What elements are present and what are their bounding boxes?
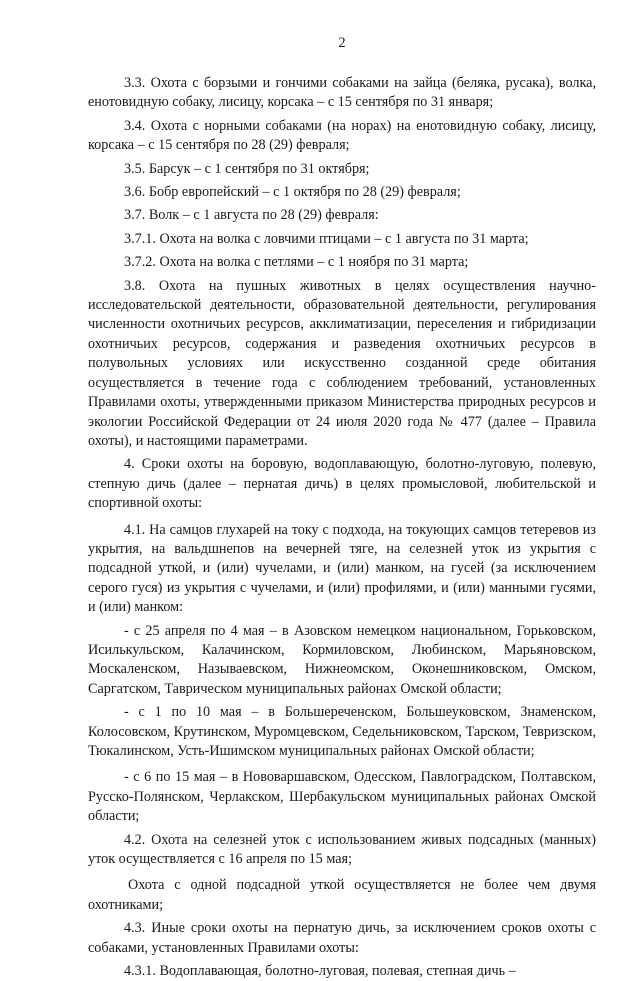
paragraph-4-3-1: 4.3.1. Водоплавающая, болотно-луговая, полевая, степная дичь – <box>124 963 516 980</box>
page-number: 2 <box>338 35 346 51</box>
paragraph-4-1-list-1: - с 25 апреля по 4 мая – в Азовском немецком национальном, Горьковском, Исилькульском, Калачинском, Кормиловском, Любинском, Марьяновском, Москаленском, Называевском, Нижнеомском, Оконешниковском, Омском, Саргатском, Таврическом муниципальных районах Омской области; <box>88 622 596 697</box>
paragraph-3-6: 3.6. Бобр европейский – с 1 октября по 28 (29) февраля; <box>124 184 461 201</box>
paragraph-4-1: 4.1. На самцов глухарей на току с подхода, на токующих самцов тетеревов из укрытия, на вальдшнепов на вечерней тяге, на селезней уток из укрытия с подсадной уткой, и (или) чучелами, и (или) манком, на гусей (за исключением серого гуся) из укрытия с чучелами, и (или) профилями, и (или) манными гусями, и (или) манком: <box>88 521 596 616</box>
paragraph-4-2: 4.2. Охота на селезней уток с использованием живых подсадных (манных) уток осуществляется с 16 апреля по 15 мая; <box>88 831 596 868</box>
paragraph-3-7-2: 3.7.2. Охота на волка с петлями – с 1 ноября по 31 марта; <box>124 254 469 271</box>
paragraph-4-1-list-2: - с 1 по 10 мая – в Большереченском, Большеуковском, Знаменском, Колосовском, Крутинском, Муромцевском, Седельниковском, Тарском, Тевризском, Тюкалинском, Усть-Ишимском муниципальных районах Омской области; <box>88 704 596 759</box>
paragraph-3-3: 3.3. Охота с борзыми и гончими собаками на зайца (беляка, русака), волка, енотовидную собаку, лисицу, корсака – с 15 сентября по 31 января; <box>88 75 596 111</box>
paragraph-3-5: 3.5. Барсук – с 1 сентября по 31 октября; <box>124 160 370 177</box>
paragraph-4-1-list-3: - с 6 по 15 мая – в Нововаршавском, Одесском, Павлоградском, Полтавском, Русско-Полянском, Черлакском, Шербакульском муниципальных районах Омской области; <box>88 769 596 825</box>
paragraph-3-7: 3.7. Волк – с 1 августа по 28 (29) февраля: <box>124 207 379 224</box>
paragraph-3-7-1: 3.7.1. Охота на волка с ловчими птицами – с 1 августа по 31 марта; <box>124 230 529 247</box>
paragraph-3-8: 3.8. Охота на пушных животных в целях осуществления научно-исследовательской деятельности, образовательной деятельности, регулирования численности охотничьих ресурсов, акклиматизации, переселения и гибридизации охотничьих ресурсов, содержания и разведения охотничьих ресурсов в полувольных условиях или искусственно созданной среде обитания осуществляется в течение года с соблюдением требований, установленных Правилами охоты, утвержденными приказом Министерства природных ресурсов и экологии Российской Федерации от 24 июля 2020 года № 477 (далее – Правила охоты), и настоящими параметрами. <box>88 277 596 449</box>
paragraph-4: 4. Сроки охоты на боровую, водоплавающую, болотно-луговую, полевую, степную дичь (далее – пернатая дичь) в целях промысловой, любительской и спортивной охоты: <box>88 456 596 512</box>
paragraph-4-2-note: Охота с одной подсадной уткой осуществляется не более чем двумя охотниками; <box>88 877 596 913</box>
paragraph-4-3: 4.3. Иные сроки охоты на пернатую дичь, за исключением сроков охоты с собаками, установленных Правилами охоты: <box>88 920 596 956</box>
paragraph-3-4: 3.4. Охота с норными собаками (на норах) на енотовидную собаку, лисицу, корсака – с 15 сентября по 28 (29) февраля; <box>88 117 596 154</box>
